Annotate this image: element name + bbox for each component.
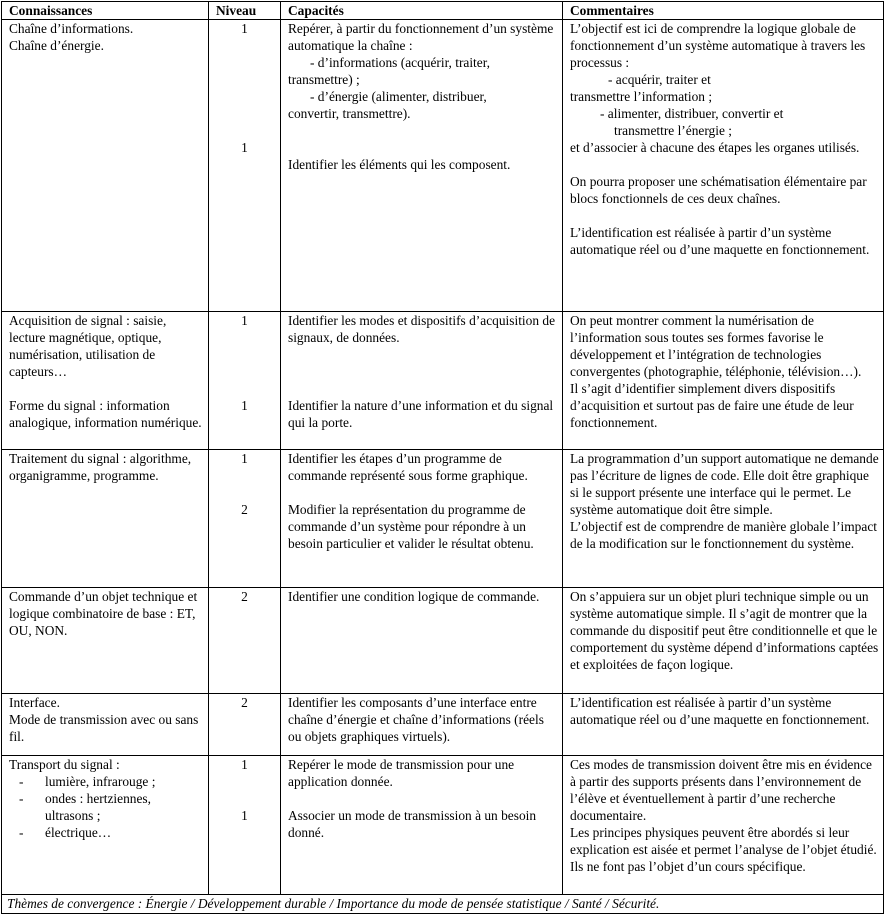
connaissance-text: Transport du signal : <box>9 757 120 772</box>
capacite-text: Repérer le mode de transmission pour une application donnée. <box>288 757 515 789</box>
table-row <box>2 694 884 756</box>
connaissance-text: Chaîne d’informations. <box>9 21 134 36</box>
commentaires-cell <box>563 756 884 895</box>
commentaire-text: La programmation d’un support automatique ne demande pas l’écriture de lignes de code. Elle doit être graphique si le support présente une interface qui le permet. Le système automatique doit être simple. <box>570 451 879 517</box>
table-row <box>2 756 884 895</box>
capacite-text: Identifier les éléments qui les composent. <box>288 157 511 172</box>
niveau-value: 1 <box>241 140 248 155</box>
connaissance-text: Acquisition de signal : saisie, lecture magnétique, optique, numérisation, utilisation de capteurs… <box>9 313 167 379</box>
commentaire-text: L’objectif est de comprendre de manière globale l’impact de la modification sur le fonctionnement du système. <box>570 519 877 551</box>
capacites-cell <box>281 450 563 588</box>
connaissance-item: ultrasons ; <box>45 808 101 823</box>
connaissance-text: Forme du signal : information analogique, information numérique. <box>9 398 202 430</box>
capacite-item: convertir, transmettre). <box>288 106 411 121</box>
capacites-cell <box>281 312 563 450</box>
niveau-value: 1 <box>241 451 248 466</box>
capacite-item: transmettre) ; <box>288 72 360 87</box>
capacite-item: - d’énergie (alimenter, distribuer, <box>310 89 487 104</box>
niveau-cell <box>209 450 281 588</box>
capacites-cell <box>281 588 563 694</box>
connaissances-cell <box>2 588 209 694</box>
dash-icon: - <box>19 791 24 806</box>
connaissance-text: Traitement du signal : algorithme, organigramme, programme. <box>9 451 192 483</box>
commentaires-cell <box>563 450 884 588</box>
convergence-themes: Thèmes de convergence : Énergie / Développement durable / Importance du mode de pensée statistique / Santé / Sécurité. <box>2 895 884 914</box>
header-capacites: Capacités <box>281 2 563 20</box>
niveau-value: 2 <box>241 695 248 710</box>
capacite-text: Identifier les composants d’une interface entre chaîne d’énergie et chaîne d’informations (réels ou objets graphiques virtuels). <box>288 695 544 744</box>
niveau-cell <box>209 312 281 450</box>
connaissance-text: Mode de transmission avec ou sans fil. <box>9 712 199 744</box>
commentaire-text: On peut montrer comment la numérisation de l’information sous toutes ses formes favorise le développement et l’intégration de technologies convergentes (photographie, téléphonie, télévision…). <box>570 313 862 379</box>
connaissance-text: Interface. <box>9 695 60 710</box>
niveau-cell <box>209 756 281 895</box>
header-connaissances: Connaissances <box>2 2 209 20</box>
table-row <box>2 588 884 694</box>
commentaires-cell <box>563 20 884 312</box>
commentaire-text: L’identification est réalisée à partir d’un système automatique réel ou d’une maquette en fonctionnement. <box>570 695 870 727</box>
commentaires-cell <box>563 694 884 756</box>
table-row <box>2 20 884 312</box>
capacite-text: Identifier la nature d’une information et du signal qui la porte. <box>288 398 554 430</box>
commentaires-cell <box>563 312 884 450</box>
header-commentaires: Commentaires <box>563 2 884 20</box>
table-row <box>2 450 884 588</box>
niveau-value: 2 <box>241 502 248 517</box>
commentaire-text: Ces modes de transmission doivent être mis en évidence à partir des supports présents dans l’environnement de l’élève et éventuellement à partir d’une recherche documentaire. <box>570 757 872 823</box>
capacites-cell <box>281 694 563 756</box>
niveau-value: 1 <box>241 757 248 772</box>
dash-icon: - <box>19 774 24 789</box>
capacite-text: Repérer, à partir du fonctionnement d’un système automatique la chaîne : <box>288 21 554 53</box>
commentaire-text: Il s’agit d’identifier simplement divers dispositifs d’acquisition et surtout pas de faire une étude de leur fonctionnement. <box>570 381 854 430</box>
niveau-cell <box>209 588 281 694</box>
dash-icon: - <box>19 825 24 840</box>
connaissances-cell <box>2 20 209 312</box>
commentaire-text: On s’appuiera sur un objet pluri technique simple ou un système automatique simple. Il s’agit de montrer que la commande du dispositif peut être conditionnelle et que le comportement du système dépend d’informations captées et exploitées de façon logique. <box>570 589 879 672</box>
connaissance-text: Chaîne d’énergie. <box>9 38 104 53</box>
commentaire-text: L’objectif est ici de comprendre la logique globale de fonctionnement d’un système automatique à travers les processus : <box>570 21 866 70</box>
capacite-text: Identifier une condition logique de commande. <box>288 589 540 604</box>
header-row <box>2 2 884 20</box>
connaissances-cell <box>2 450 209 588</box>
niveau-value: 1 <box>241 808 248 823</box>
connaissance-item: - ondes : hertziennes, <box>19 791 151 806</box>
commentaire-text: Les principes physiques peuvent être abordés si leur explication est aisée et permet l’analyse de l’objet étudié. Ils ne font pas l’objet d’un cours spécifique. <box>570 825 877 874</box>
capacite-text: Identifier les étapes d’un programme de commande représenté sous forme graphique. <box>288 451 528 483</box>
capacites-cell <box>281 756 563 895</box>
niveau-cell <box>209 694 281 756</box>
connaissance-text: Commande d’un objet technique et logique combinatoire de base : ET, OU, NON. <box>9 589 198 638</box>
capacite-item: - d’informations (acquérir, traiter, <box>310 55 490 70</box>
table-row <box>2 312 884 450</box>
niveau-cell <box>209 20 281 312</box>
connaissances-cell <box>2 756 209 895</box>
connaissances-cell <box>2 312 209 450</box>
commentaire-text: On pourra proposer une schématisation élémentaire par blocs fonctionnels de ces deux chaînes. <box>570 174 867 206</box>
commentaire-text: L’identification est réalisée à partir d’un système automatique réel ou d’une maquette en fonctionnement. <box>570 225 870 257</box>
connaissances-cell <box>2 694 209 756</box>
capacite-text: Identifier les modes et dispositifs d’acquisition de signaux, de données. <box>288 313 556 345</box>
capacite-text: Modifier la représentation du programme de commande d’un système pour répondre à un besoin particulier et valider le résultat obtenu. <box>288 502 534 551</box>
footer-row <box>2 895 884 914</box>
commentaire-item: - alimenter, distribuer, convertir et <box>600 106 784 121</box>
niveau-value: 1 <box>241 313 248 328</box>
commentaire-item: transmettre l’énergie ; <box>614 123 732 138</box>
capacite-text: Associer un mode de transmission à un besoin donné. <box>288 808 537 840</box>
connaissance-item: - lumière, infrarouge ; <box>19 774 156 789</box>
commentaire-text: et d’associer à chacune des étapes les organes utilisés. <box>570 140 860 155</box>
commentaire-item: - acquérir, traiter et <box>608 72 711 87</box>
header-niveau: Niveau <box>209 2 281 20</box>
commentaires-cell <box>563 588 884 694</box>
curriculum-table <box>1 1 884 914</box>
connaissance-item: - électrique… <box>19 825 112 840</box>
niveau-value: 1 <box>241 21 248 36</box>
capacites-cell <box>281 20 563 312</box>
niveau-value: 2 <box>241 589 248 604</box>
niveau-value: 1 <box>241 398 248 413</box>
commentaire-item: transmettre l’information ; <box>570 89 713 104</box>
